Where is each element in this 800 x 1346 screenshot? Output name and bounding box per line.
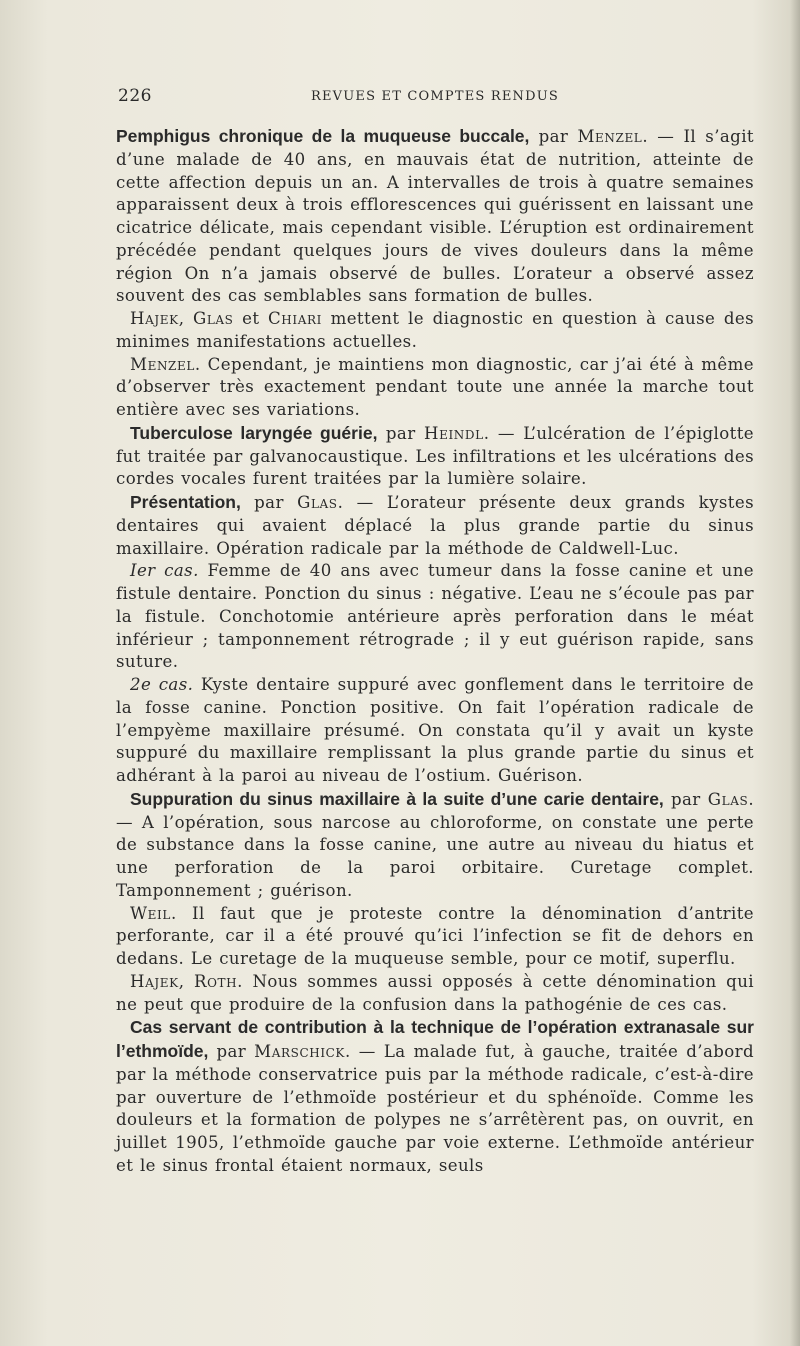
body-text: Femme de 40 ans avec tumeur dans la fosse canine et une fistule dentaire. Ponction du sinus : négative. L’eau ne s’écoule pas par la fistule. Conchotomie antérieure après perforation dans le méat inférieur ; tamponnement rétrograde ; il y eut guérison rapide, sans suture. [116, 561, 754, 672]
body-text: . — L’orateur présente deux grands kystes dentaires qui avaient déplacé la plus grande partie du sinus maxillaire. Opération radicale par la méthode de Caldwell-Luc. [116, 493, 755, 558]
paragraph [116, 903, 754, 971]
paragraph [116, 560, 754, 674]
author-name: Roth [193, 971, 238, 991]
author-name: Weil [130, 903, 171, 923]
page-number: 226 [118, 86, 152, 106]
body-text: par [663, 789, 708, 809]
body-text: , [178, 971, 194, 991]
body-text: . — L’ulcération de l’épiglotte fut traitée par galvanocaustique. Les infiltrations et les ulcérations des cordes vocales furent traitées par la lumière solaire. [116, 423, 754, 489]
author-name: Hajek [130, 971, 179, 991]
body-text: , [178, 309, 193, 328]
body-text: par [240, 493, 298, 512]
section-heading: Pemphigus chronique de la muqueuse buccale, [116, 126, 530, 146]
author-name: Menzel [130, 354, 195, 374]
body-text: . Il faut que je proteste contre la dénomination d’antrite perforante, car il a été prouvé qu’ici l’infection se fit de dehors en dedans. Le curetage de la muqueuse semble, pour ce motif, superflu. [116, 903, 754, 968]
body-text: . — La malade fut, à gauche, traitée d’abord par la méthode conservatrice puis par la méthode radicale, c’est-à-dire par ouverture de l’ethmoïde postérieur et du sphénoïde. Comme les douleurs et la formation de polypes ne s’arrêtèrent pas, on ouvrit, en juillet 1905, l’ethmoïde gauche par voie externe. L’ethmoïde antérieur et le sinus frontal étaient normaux, seuls [116, 1042, 754, 1175]
section-heading: Présentation, [130, 492, 241, 512]
author-name: Hajek [130, 309, 179, 328]
paragraph [116, 674, 754, 788]
body-text: par [377, 423, 425, 443]
section-heading: Tuberculose laryngée guérie, [130, 422, 378, 443]
author-name: Chiari [268, 309, 322, 328]
section-heading: Suppuration du sinus maxillaire à la suite d’une carie dentaire, [130, 788, 664, 809]
paragraph [116, 125, 754, 308]
body-text: et [233, 309, 269, 328]
running-head: REVUES ET COMPTES RENDUS [310, 89, 560, 104]
body-text: . Cependant, je maintiens mon diagnostic, car j’ai été à même d’observer très exactement pendant toute une année la marche tout entière avec ses variations. [116, 354, 754, 419]
page-header [118, 86, 752, 114]
body-text: Kyste dentaire suppuré avec gonflement dans le territoire de la fosse canine. Ponction positive. On fait l’opération radicale de l’empyème maxillaire présumé. On constata qu’il y avait un kyste suppuré du maxillaire remplissant la plus grande partie du sinus et adhérant à la paroi au niveau de l’ostium. Guérison. [116, 675, 754, 785]
body-text: par [208, 1042, 255, 1061]
paragraph [116, 971, 754, 1017]
paragraph [116, 491, 754, 560]
author-name: Marschick [254, 1042, 346, 1061]
paragraph [116, 354, 754, 422]
paragraph [116, 1016, 754, 1177]
author-name: Heindl [424, 423, 484, 443]
case-label: Ier cas. [130, 561, 199, 581]
body-text: par [529, 127, 578, 146]
case-label: 2e cas. [130, 675, 194, 694]
body-text: . Nous sommes aussi opposés à cette dénomination qui ne peut que produire de la confusion dans la pathogénie de ces cas. [116, 971, 754, 1014]
body-text: . — Il s’agit d’une malade de 40 ans, en mauvais état de nutrition, atteinte de cette affection depuis un an. A intervalles de trois à quatre semaines apparaissent deux à trois efflorescences qui guérissent en laissant une cicatrice délicate, mais cependant visible. L’éruption est ordinairement précédée pendant quelques jours de vives douleurs dans la même région On n’a jamais observé de bulles. L’orateur a observé assez souvent des cas semblables sans formation de bulles. [116, 127, 754, 306]
paragraph [116, 788, 754, 903]
body-text: . — A l’opération, sous narcose au chloroforme, on constate une perte de substance dans la fosse canine, une autre au niveau du hiatus et une perforation de la paroi orbitaire. Curetage complet. Tamponnement ; guérison. [116, 789, 754, 900]
author-name: Glas [707, 789, 749, 809]
author-name: Menzel [577, 127, 643, 146]
paragraph [116, 308, 754, 354]
paragraph [116, 422, 754, 491]
body-text: mettent le diagnostic en question à cause des minimes manifestations actuelles. [116, 309, 754, 351]
article-body [116, 125, 754, 1178]
page-edge-shadow [790, 0, 800, 1346]
section-heading: Cas servant de contribution à la technique de l’opération extranasale sur l’ethmoïde, [116, 1017, 754, 1061]
author-name: Glas [192, 309, 234, 328]
author-name: Glas [297, 493, 338, 512]
